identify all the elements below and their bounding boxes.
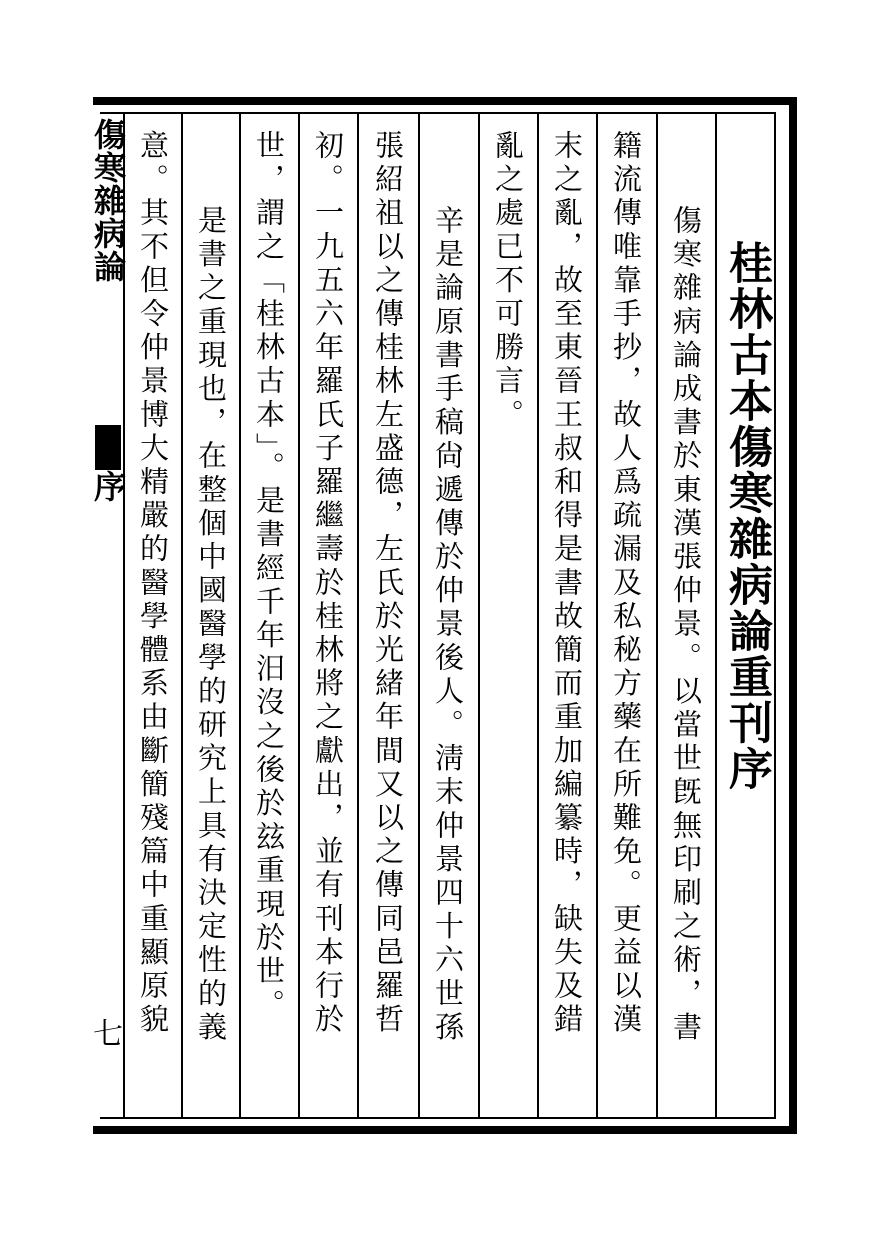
column-divider [478, 112, 480, 1119]
column-divider [537, 112, 539, 1119]
text-column-4: 亂之處已不可勝言。 [491, 130, 525, 433]
column-divider [715, 112, 717, 1119]
spine-book-title: 傷寒雜病論 [89, 118, 127, 283]
text-column-3: 末之亂，故至東晉王叔和得是書故簡而重加編纂時，缺失及錯 [550, 130, 584, 1038]
preface-title: 桂林古本傷寒雜病論重刊序 [721, 240, 772, 792]
frame-rule-inner-bottom [100, 1117, 776, 1119]
column-divider [239, 112, 241, 1119]
page-number: 七 [93, 1017, 123, 1052]
column-divider [418, 112, 420, 1119]
frame-rule-bottom [93, 1126, 797, 1134]
text-column-10: 意。其不但令仲景博大精嚴的醫學體系由斷簡殘篇中重顯原貌 [136, 130, 170, 1038]
column-divider [656, 112, 658, 1119]
spine-marker-block [95, 425, 121, 470]
text-column-5: 辛是論原書手稿尙遞傳於仲景後人。淸末仲景四十六世孫 [431, 205, 465, 1045]
spine-section-label: 序 [89, 470, 127, 502]
column-divider [357, 112, 359, 1119]
text-column-9: 是書之重現也，在整個中國醫學的研究上具有決定性的義 [194, 205, 228, 1045]
text-column-6: 張紹祖以之傳桂林左盛德，左氏於光緒年間又以之傳同邑羅哲 [371, 130, 405, 1038]
column-divider [181, 112, 183, 1119]
frame-rule-top [93, 97, 797, 105]
text-column-2: 籍流傳唯靠手抄，故人爲疏漏及私秘方藥在所難免。更益以漢 [609, 130, 643, 1038]
column-divider [596, 112, 598, 1119]
text-column-1: 傷寒雜病論成書於東漢張仲景。以當世旣無印刷之術，書 [669, 205, 703, 1045]
frame-rule-right-inner [774, 112, 776, 1119]
column-divider [298, 112, 300, 1119]
frame-rule-inner-top [100, 112, 776, 114]
frame-rule-right-outer [789, 97, 797, 1134]
text-column-8: 世，謂之「桂林古本」。是書經千年汨沒之後於玆重現於世。 [252, 130, 286, 1023]
text-column-7: 初。一九五六年羅氏子羅繼壽於桂林將之獻出，並有刊本行於 [311, 130, 345, 1038]
